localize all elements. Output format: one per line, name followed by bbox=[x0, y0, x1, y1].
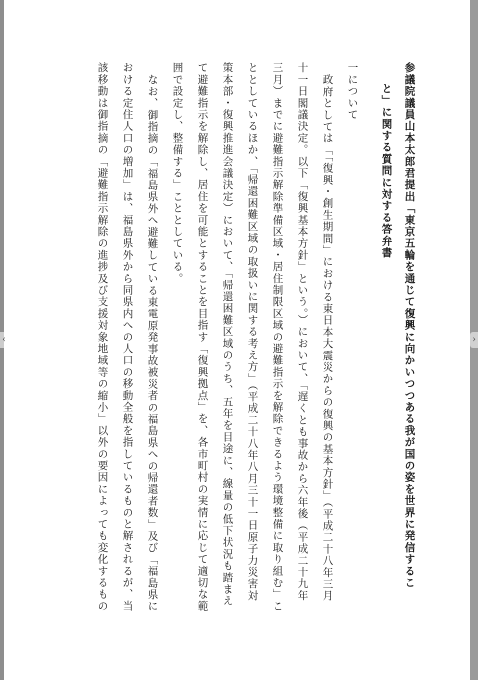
body-line-8: 囲で設定し、整備する」こととしている。 bbox=[171, 62, 184, 285]
body-line-9: なお、御指摘の「福島県外へ避難している東電原発事故被災者の福島県への帰還者数」及び「福島県に bbox=[146, 74, 159, 613]
body-line-7: て避難指示を解除し、居住を可能とすることを目指す「復興拠点」を、各市町村の実情に応じて適切な範 bbox=[196, 62, 209, 612]
body-line-5: ととしているほか、「帰還困難区域の取扱いに関する考え方」（平成二十八年八月三十一日原子力災害対 bbox=[246, 62, 259, 602]
chevron-right-icon[interactable] bbox=[470, 332, 478, 348]
body-line-11: 該移動は御指摘の「避難指示解除の進捗及び支援対象地域等の縮小」以外の要因によっても変化するもの bbox=[96, 62, 109, 612]
body-line-10: おける定住人口の増加」は、福島県外から同県内への人口の移動全般を指しているものと解されるが、当 bbox=[121, 62, 134, 612]
body-line-4: 三月）までに避難指示解除準備区域・居住制限区域の避難指示を解除できるよう環境整備に取り組む」こ bbox=[271, 62, 284, 612]
answer-title-line-1: 参議院議員山本太郎君提出「東京五輪を通じて復興に向かいつつある我が国の姿を世界に発信するこ bbox=[403, 62, 416, 589]
body-line-1: 一について bbox=[346, 62, 359, 121]
chevron-left-icon[interactable] bbox=[0, 332, 8, 348]
prev-page-glyph: ‹ bbox=[2, 335, 6, 345]
answer-title-line-2: と」に関する質問に対する答弁書 bbox=[380, 83, 393, 259]
next-page-glyph: › bbox=[472, 335, 476, 345]
body-line-6: 策本部・復興推進会議決定）において、「帰還困難区域のうち、五年を目途に、線量の低下状況も踏まえ bbox=[221, 62, 234, 607]
body-line-2: 政府としては「「復興・創生期間」における東日本大震災からの復興の基本方針」（平成二十八年三月 bbox=[321, 74, 334, 602]
document-page bbox=[4, 0, 470, 680]
body-line-3: 十一日閣議決定。以下「復興基本方針」という。）において、「遅くとも事故から六年後（平成二十九年 bbox=[296, 62, 309, 602]
